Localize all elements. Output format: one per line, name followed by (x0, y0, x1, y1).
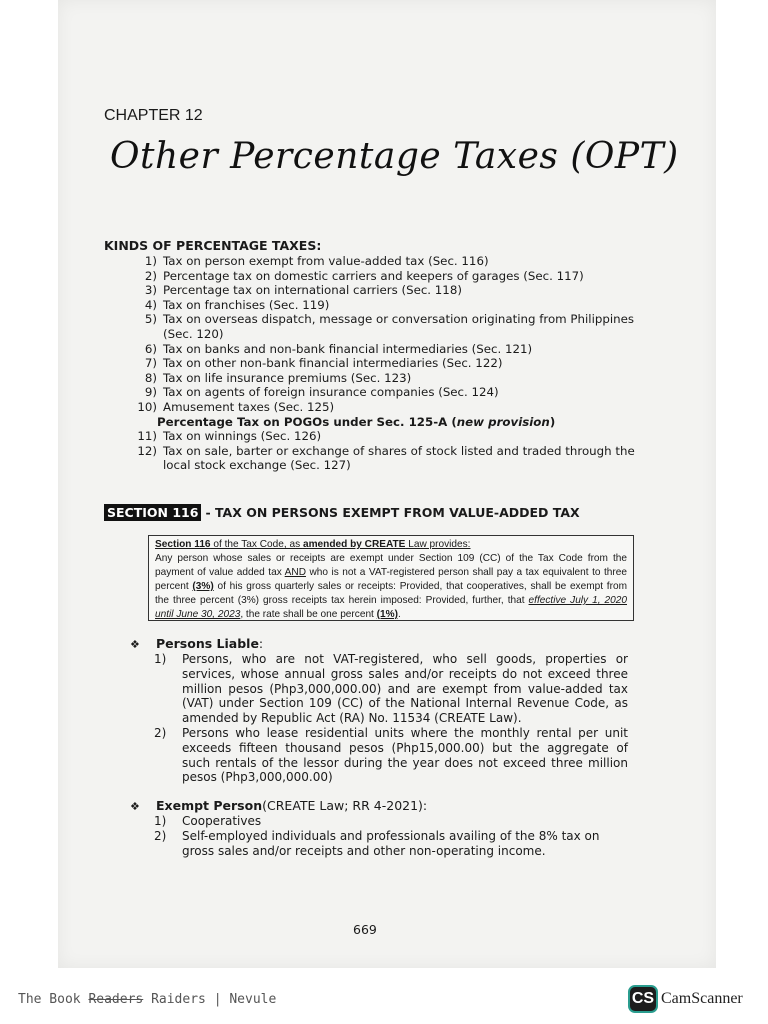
footer-credit: The Book Readers Raiders | Nevule (18, 992, 277, 1007)
chapter-label: CHAPTER 12 (104, 107, 203, 124)
exempt-person-list (154, 814, 628, 858)
list-item: 1) Persons, who are not VAT-registered, who sell goods, properties or services, whose annual gross sales and/or receipts do not exceed three million pesos (Php3,000,000.00) and are exempt from value-added tax (VAT) under Section 109 (CC) of the National Internal Revenue Code, as amended by Republic Act (RA) No. 11534 (CREATE Law). (154, 652, 628, 726)
list-item: 1) Tax on person exempt from value-added tax (Sec. 116) (144, 254, 489, 268)
list-item: 11) Tax on winnings (Sec. 126) (137, 429, 322, 444)
list-item: 1) Cooperatives (154, 814, 262, 828)
pogo-line: Percentage Tax on POGOs under Sec. 125-A (new provision) (157, 414, 556, 429)
camscanner-text: CamScanner (661, 990, 743, 1007)
provision-intro: Section 116 of the Tax Code, as amended by CREATE Law provides: (155, 539, 471, 550)
list-item: 9) Tax on agents of foreign insurance companies (Sec. 124) (144, 385, 499, 400)
list-item: 2) Self-employed individuals and professionals availing of the 8% tax on gross sales and/or receipts and other non-operating income. (154, 828, 600, 858)
provision-text: Any person whose sales or receipts are exempt under Section 109 (CC) of the Tax Code from the payment of value added tax AND who is not a VAT-registered person shall pay a tax equivalent to three percent (3%) of his gross quarterly sales or receipts: Provided, that cooperatives, shall be exempt from the three percent (3%) gross receipts tax herein imposed: Provided, further, that effective July 1, 2020 until June 30, 2023, the rate shall be one percent (1%). (155, 553, 627, 620)
kinds-list (126, 254, 636, 473)
list-item: 2) Percentage tax on domestic carriers and keepers of garages (Sec. 117) (144, 268, 584, 283)
page-number: 669 (353, 922, 377, 937)
diamond-bullet-icon: ❖ (130, 638, 140, 651)
list-item: 2) Persons who lease residential units where the monthly rental per unit exceeds fifteen thousand pesos (Php15,000.00) but the aggregate of such rentals of the lessor during the year does not exceed three million pesos (Php3,000,000.00) (154, 725, 628, 785)
camscanner-icon: CS (628, 985, 658, 1013)
list-item: 3) Percentage tax on international carriers (Sec. 118) (144, 283, 462, 298)
persons-liable-list (154, 652, 628, 785)
list-item: 7) Tax on other non-bank financial intermediaries (Sec. 122) (144, 356, 503, 371)
list-item: 10) Amusement taxes (Sec. 125) (137, 399, 335, 414)
list-item: 6) Tax on banks and non-bank financial intermediaries (Sec. 121) (144, 341, 533, 356)
camscanner-logo (628, 985, 743, 1013)
diamond-bullet-icon: ❖ (130, 800, 140, 813)
list-item: 8) Tax on life insurance premiums (Sec. 123) (144, 370, 412, 385)
section-tag: SECTION 116 (104, 504, 201, 521)
provision-box (148, 535, 634, 621)
chapter-title: Other Percentage Taxes (OPT) (110, 136, 679, 177)
section-heading (104, 504, 580, 521)
kinds-heading: KINDS OF PERCENTAGE TAXES: (104, 238, 322, 253)
exempt-person-heading: ❖ Exempt Person (CREATE Law; RR 4-2021): (130, 798, 428, 813)
list-item: 5) Tax on overseas dispatch, message or conversation originating from Philippines (Sec. 120) (144, 312, 634, 341)
persons-liable-heading: ❖ Persons Liable : (130, 636, 264, 651)
list-item: 12) Tax on sale, barter or exchange of shares of stock listed and traded through the local stock exchange (Sec. 127) (137, 443, 635, 473)
list-item: 4) Tax on franchises (Sec. 119) (144, 297, 330, 312)
section-title: - TAX ON PERSONS EXEMPT FROM VALUE-ADDED TAX (205, 505, 580, 520)
